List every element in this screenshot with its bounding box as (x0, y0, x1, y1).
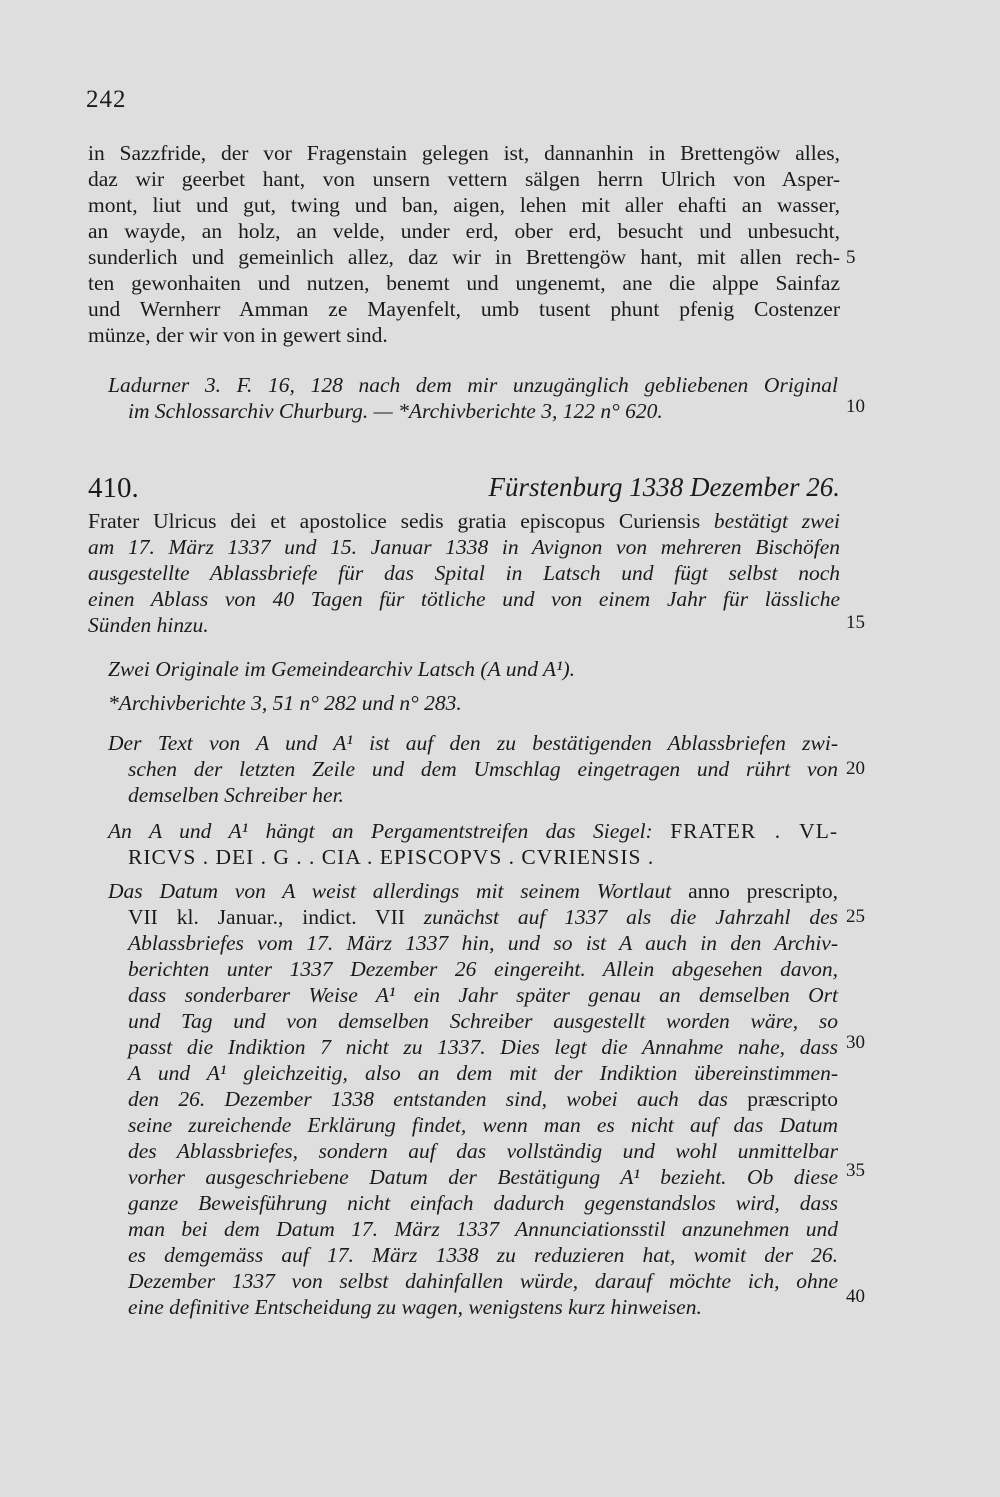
seal-note (108, 818, 838, 870)
regest-line (88, 508, 840, 534)
note-line: passt die Indiktion 7 nicht zu 1337. Dies legt die Annahme nahe, dass (128, 1035, 838, 1059)
note-text-roman: anno prescripto, (688, 879, 839, 903)
note-line: und Tag und von demselben Schreiber ausgestellt worden wäre, so (128, 1009, 838, 1033)
note-line: schen der letzten Zeile und dem Umschlag eingetragen und rührt von (128, 757, 838, 781)
margin-line-number: 15 (846, 612, 865, 633)
margin-line-number: 40 (846, 1286, 865, 1307)
margin-line-number: 35 (846, 1160, 865, 1181)
text-note (108, 730, 838, 808)
entry-header (88, 472, 840, 506)
text-line: münze, der wir von in gewert sind. (88, 323, 388, 347)
seal-legend: FRATER . VL- (670, 819, 838, 843)
margin-line-number: 5 (846, 247, 856, 268)
note-line: ganze Beweisführung nicht einfach dadurch gegenstandslos wird, dass (128, 1191, 838, 1215)
margin-line-number: 25 (846, 906, 865, 927)
date-note (108, 878, 838, 1320)
originals-note (108, 656, 838, 682)
note-line: man bei dem Datum 17. März 1337 Annunciationsstil anzunehmen und (128, 1217, 838, 1241)
text-line: und Wernherr Amman ze Mayenfelt, umb tusent phunt pfenig Costenzer (88, 297, 840, 321)
regest-line: Sünden hinzu. (88, 613, 209, 637)
text-line: daz wir geerbet hant, von unsern vettern sälgen herrn Ulrich von Asper- (88, 167, 840, 191)
archiv-note (108, 690, 838, 716)
regest-text-roman: Frater Ulricus dei et apostolice sedis gratia episcopus Curiensis (88, 509, 701, 533)
text-line: in Sazzfride, der vor Fragenstain gelegen ist, dannanhin in Brettengöw alles, (88, 141, 840, 165)
note-line: dass sonderbarer Weise A¹ ein Jahr später genau an demselben Ort (128, 983, 838, 1007)
margin-line-number: 10 (846, 396, 865, 417)
note-text-roman: præscripto (747, 1087, 839, 1111)
note-line: Zwei Originale im Gemeindearchiv Latsch (A und A¹). (108, 657, 576, 681)
note-line: es demgemäss auf 17. März 1338 zu reduzieren hat, womit der 26. (128, 1243, 838, 1267)
text-line: mont, liut und gut, twing und ban, aigen, lehen mit aller ehafti an wasser, (88, 193, 840, 217)
entry-number: 410. (88, 472, 139, 504)
note-line: Ladurner 3. F. 16, 128 nach dem mir unzugänglich gebliebenen Original (108, 373, 838, 397)
regest (88, 508, 840, 638)
text-line: an wayde, an holz, an velde, under erd, ober erd, besucht und unbesucht, (88, 219, 840, 243)
note-line: Dezember 1337 von selbst dahinfallen würde, darauf möchte ich, ohne (128, 1269, 838, 1293)
regest-line: am 17. März 1337 und 15. Januar 1338 in Avignon von mehreren Bischöfen (88, 535, 840, 559)
note-line: *Archivberichte 3, 51 n° 282 und n° 283. (108, 691, 462, 715)
note-line (108, 818, 838, 844)
seal-note-text: An A und A¹ hängt an Pergamentstreifen das Siegel: (108, 819, 653, 843)
note-text-italic: Das Datum von A weist allerdings mit seinem Wortlaut (108, 879, 672, 903)
note-text-roman: VII kl. Januar., indict. VII (128, 905, 405, 929)
regest-text-italic: bestätigt zwei (713, 509, 841, 533)
note-line: A und A¹ gleichzeitig, also an dem mit der Indiktion übereinstimmen- (128, 1061, 838, 1085)
margin-line-number: 30 (846, 1032, 865, 1053)
text-line: ten gewonhaiten und nutzen, benemt und ungenemt, ane die alppe Sainfaz (88, 271, 840, 295)
note-line: demselben Schreiber her. (128, 783, 344, 807)
text-line: sunderlich und gemeinlich allez, daz wir in Brettengöw hant, mit allen rech- (88, 245, 840, 269)
note-line: im Schlossarchiv Churburg. — *Archivberichte 3, 122 n° 620. (128, 399, 663, 423)
regest-line: ausgestellte Ablassbriefe für das Spital in Latsch und fügt selbst noch (88, 561, 840, 585)
note-line: Ablassbriefes vom 17. März 1337 hin, und so ist A auch in den Archiv- (128, 931, 838, 955)
note-line: Der Text von A und A¹ ist auf den zu bestätigenden Ablassbriefen zwi- (108, 731, 838, 755)
note-line (108, 878, 838, 904)
note-line: seine zureichende Erklärung findet, wenn man es nicht auf das Datum (128, 1113, 838, 1137)
note-line (108, 1086, 838, 1112)
note-text-italic: zunächst auf 1337 als die Jahrzahl des (423, 905, 838, 929)
entry-place-date: Fürstenburg 1338 Dezember 26. (488, 472, 840, 502)
margin-line-number: 20 (846, 758, 865, 779)
note-line: vorher ausgeschriebene Datum der Bestätigung A¹ bezieht. Ob diese (128, 1165, 838, 1189)
page-number: 242 (86, 86, 127, 113)
note-line: berichten unter 1337 Dezember 26 eingereiht. Allein abgesehen davon, (128, 957, 838, 981)
note-text-italic: den 26. Dezember 1338 entstanden sind, wobei auch das (128, 1087, 728, 1111)
regest-line: einen Ablass von 40 Tagen für tötliche und von einem Jahr für lässliche (88, 587, 840, 611)
source-note (108, 372, 838, 424)
note-line: des Ablassbriefes, sondern auf das vollständig und wohl unmittelbar (128, 1139, 838, 1163)
seal-legend: RICVS . DEI . G . . CIA . EPISCOPVS . CVRIENSIS . (128, 845, 655, 869)
charter-text-continuation (88, 140, 840, 348)
note-line: eine definitive Entscheidung zu wagen, wenigstens kurz hinweisen. (128, 1295, 702, 1319)
note-line (108, 904, 838, 930)
